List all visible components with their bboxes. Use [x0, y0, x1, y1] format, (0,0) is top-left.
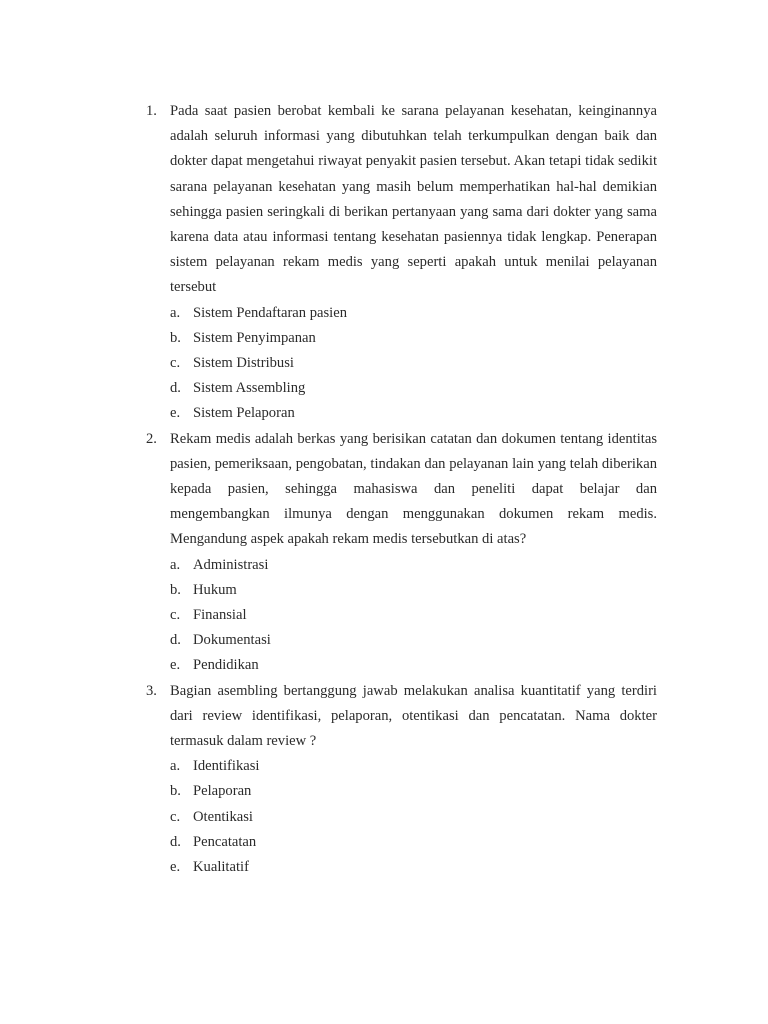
option-item — [0, 401, 768, 426]
option-letter: a. — [170, 758, 181, 775]
option-text: Finansial — [193, 606, 247, 623]
option-text: Identifikasi — [193, 758, 260, 775]
option-letter: c. — [170, 808, 181, 825]
option-text: Otentikasi — [193, 808, 253, 825]
option-letter: e. — [170, 858, 181, 875]
option-item — [0, 754, 768, 779]
option-item — [0, 578, 768, 603]
option-text: Administrasi — [193, 556, 269, 573]
option-text: Pencatatan — [193, 833, 257, 850]
option-text: Pelaporan — [193, 783, 252, 800]
option-item — [0, 376, 768, 401]
question-number: 3. — [146, 682, 157, 699]
option-item — [0, 628, 768, 653]
option-list — [0, 553, 768, 679]
option-text: Sistem Distribusi — [193, 355, 294, 371]
option-list — [0, 301, 768, 427]
question-text: Rekam medis adalah berkas yang berisikan catatan dan dokumen tentang identitas pasien, pemeriksaan, pengobatan, tindakan dan pelayanan lain yang telah diberikan kepada pasien, sehingga mahasiswa dan peneliti dapat belajar dan mengembangkan ilmunya dengan menggunakan dokumen rekam medis. Mengandung aspek apakah rekam medis tersebutkan di atas? — [170, 430, 657, 548]
question-number: 2. — [146, 430, 157, 447]
option-letter: d. — [170, 380, 181, 397]
option-item — [0, 351, 768, 376]
option-text: Sistem Pendaftaran pasien — [193, 304, 348, 321]
question-text: Bagian asembling bertanggung jawab melakukan analisa kuantitatif yang terdiri dari review identifikasi, pelaporan, otentikasi dan pencatatan. Nama dokter termasuk dalam review ? — [170, 682, 657, 749]
option-text: Sistem Pelaporan — [193, 405, 295, 422]
option-text: Sistem Penyimpanan — [193, 329, 316, 346]
option-item — [0, 830, 768, 855]
option-text: Dokumentasi — [193, 632, 271, 649]
question-2 — [0, 427, 768, 679]
option-letter: c. — [170, 606, 181, 623]
option-letter: a. — [170, 304, 181, 321]
option-list — [0, 754, 768, 880]
option-item — [0, 855, 768, 880]
option-item — [0, 653, 768, 678]
option-letter: e. — [170, 405, 181, 422]
option-letter: e. — [170, 657, 181, 674]
question-1 — [0, 99, 768, 427]
option-item — [0, 805, 768, 830]
document-page — [0, 99, 768, 880]
option-text: Pendidikan — [193, 657, 259, 674]
option-item — [0, 779, 768, 804]
question-text: Pada saat pasien berobat kembali ke sarana pelayanan kesehatan, keinginannya adalah seluruh informasi yang dibutuhkan telah terkumpulkan dengan baik dan dokter dapat mengetahui riwayat penyakit pasien tersebut. Akan tetapi tidak sedikit sarana pelayanan kesehatan yang masih belum memperhatikan hal-hal demikian sehingga pasien seringkali di berikan pertanyaan yang sama dari dokter yang sama karena data atau informasi tentang kesehatan pasiennya tidak lengkap. Penerapan sistem pelayanan rekam medis yang seperti apakah untuk menilai pelayanan tersebut — [170, 103, 657, 296]
question-number: 1. — [146, 103, 157, 119]
question-3 — [0, 679, 768, 881]
option-letter: d. — [170, 632, 181, 649]
option-item — [0, 326, 768, 351]
option-item — [0, 301, 768, 326]
option-letter: c. — [170, 355, 181, 371]
option-letter: b. — [170, 329, 181, 346]
option-text: Sistem Assembling — [193, 380, 306, 397]
option-letter: b. — [170, 581, 181, 598]
option-item — [0, 603, 768, 628]
option-item — [0, 553, 768, 578]
option-letter: a. — [170, 556, 181, 573]
option-letter: b. — [170, 783, 181, 800]
option-text: Kualitatif — [193, 858, 249, 875]
option-text: Hukum — [193, 581, 237, 598]
option-letter: d. — [170, 833, 181, 850]
